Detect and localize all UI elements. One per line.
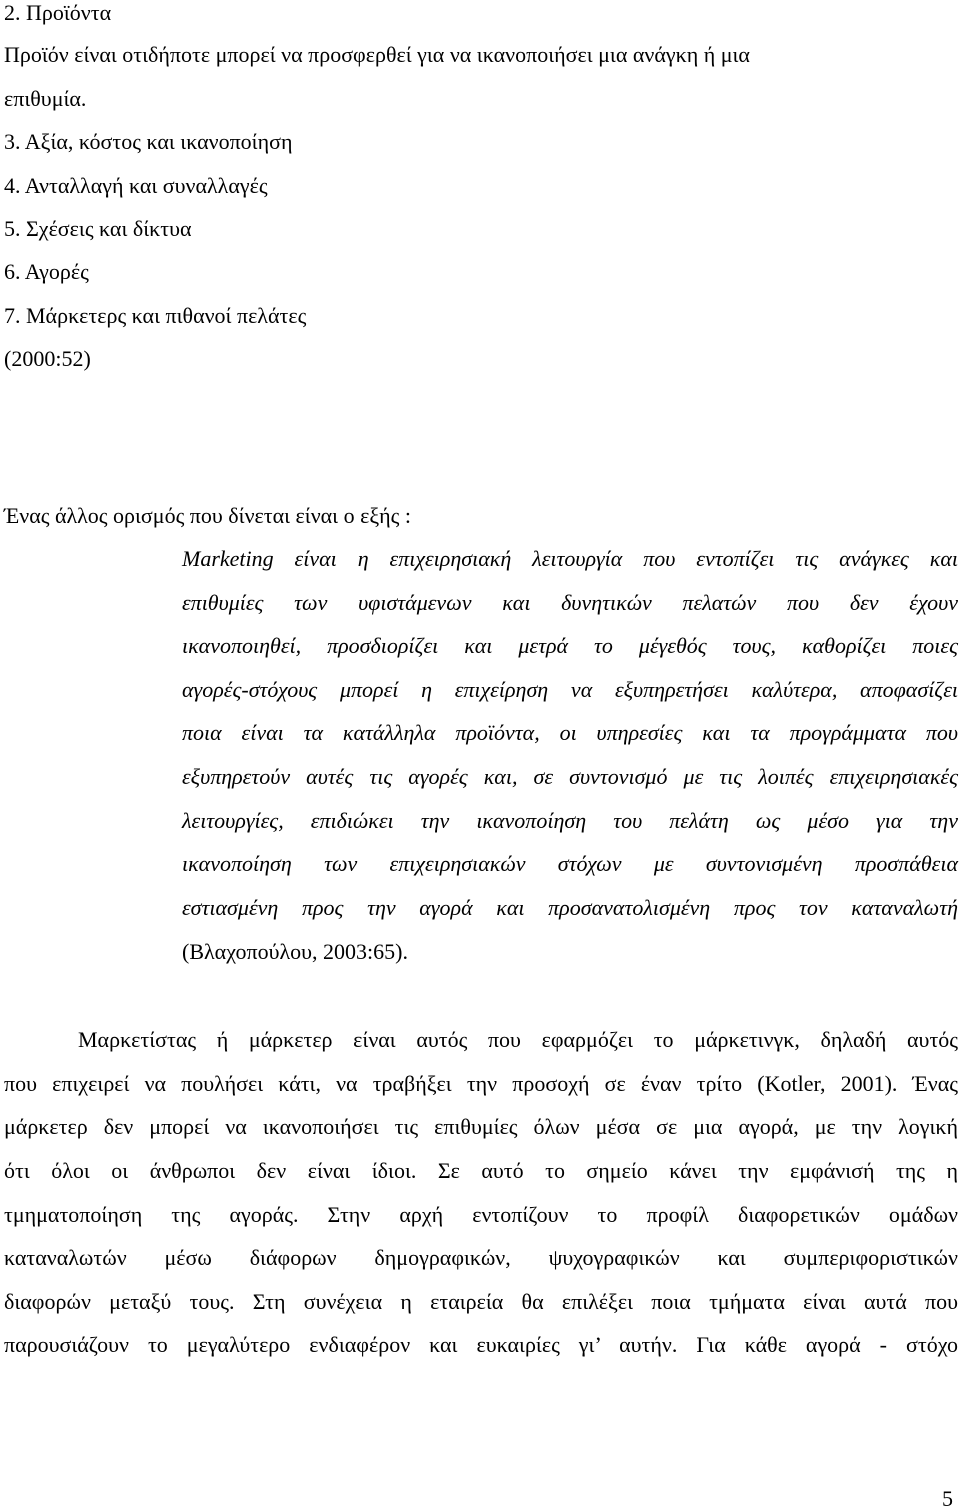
paragraph-line: μάρκετερ δεν μπορεί να ικανοποιήσει τις επιθυμίες όλων μέσα σε μια αγορά, με την λογική: [4, 1114, 958, 1139]
paragraph-line: τμηματοποίηση της αγοράς. Στην αρχή εντοπίζουν το προφίλ διαφορετικών ομάδων: [4, 1202, 958, 1227]
quote-line: ικανοποίηση των επιχειρησιακών στόχων με συντονισμένη προσπάθεια: [182, 851, 958, 876]
quote-line: Marketing είναι η επιχειρησιακή λειτουργία που εντοπίζει τις ανάγκες και: [182, 546, 958, 571]
list-item-marketers: 7. Μάρκετερς και πιθανοί πελάτες: [4, 303, 307, 328]
quote-line: αγορές-στόχους μπορεί η επιχείρηση να εξυπηρετήσει καλύτερα, αποφασίζει: [182, 677, 958, 702]
paragraph-line: διαφορών μεταξύ τους. Στη συνέχεια η εταιρεία θα επιλέξει ποια τμήματα είναι αυτά που: [4, 1289, 958, 1314]
list-item-products: 2. Προϊόντα: [4, 0, 112, 25]
paragraph-line: που επιχειρεί να πουλήσει κάτι, να τραβήξει την προσοχή σε έναν τρίτο (Kotler, 2001). Ένας: [4, 1071, 958, 1096]
paragraph-line: καταναλωτών μέσω διάφορων δημογραφικών, ψυχογραφικών και συμπεριφοριστικών: [4, 1245, 958, 1270]
intro-sentence: Ένας άλλος ορισμός που δίνεται είναι ο εξής :: [4, 503, 411, 528]
quote-line: εξυπηρετούν αυτές τις αγορές και, σε συντονισμό με τις λοιπές επιχειρησιακές: [182, 764, 958, 789]
list-item-relationships: 5. Σχέσεις και δίκτυα: [4, 216, 192, 241]
quote-line: λειτουργίες, επιδιώκει την ικανοποίηση του πελάτη ως μέσο για την: [182, 808, 958, 833]
page-number: 5: [942, 1486, 953, 1511]
list-citation: (2000:52): [4, 346, 91, 371]
product-definition-line: Προϊόν είναι οτιδήποτε μπορεί να προσφερθεί για να ικανοποιήσει μια ανάγκη ή μια: [4, 42, 750, 67]
paragraph-line: Μαρκετίστας ή μάρκετερ είναι αυτός που εφαρμόζει το μάρκετινγκ, δηλαδή αυτός: [78, 1027, 958, 1052]
quote-citation: (Βλαχοπούλου, 2003:65).: [182, 939, 408, 964]
product-definition-line: επιθυμία.: [4, 86, 87, 111]
quote-line: ικανοποιηθεί, προσδιορίζει και μετρά το μέγεθός τους, καθορίζει ποιες: [182, 633, 958, 658]
list-item-exchange: 4. Ανταλλαγή και συναλλαγές: [4, 173, 268, 198]
list-item-markets: 6. Αγορές: [4, 259, 89, 284]
quote-line: ποια είναι τα κατάλληλα προϊόντα, οι υπηρεσίες και τα προγράμματα που: [182, 720, 958, 745]
paragraph-line: παρουσιάζουν το μεγαλύτερο ενδιαφέρον και ευκαιρίες γι’ αυτήν. Για κάθε αγορά - στόχο: [4, 1332, 958, 1357]
paragraph-line: ότι όλοι οι άνθρωποι δεν είναι ίδιοι. Σε αυτό το σημείο κάνει την εμφάνισή της η: [4, 1158, 958, 1183]
list-item-value: 3. Αξία, κόστος και ικανοποίηση: [4, 129, 293, 154]
quote-line: επιθυμίες των υφιστάμενων και δυνητικών πελατών που δεν έχουν: [182, 590, 958, 615]
quote-line: εστιασμένη προς την αγορά και προσανατολισμένη προς τον καταναλωτή: [182, 895, 958, 920]
